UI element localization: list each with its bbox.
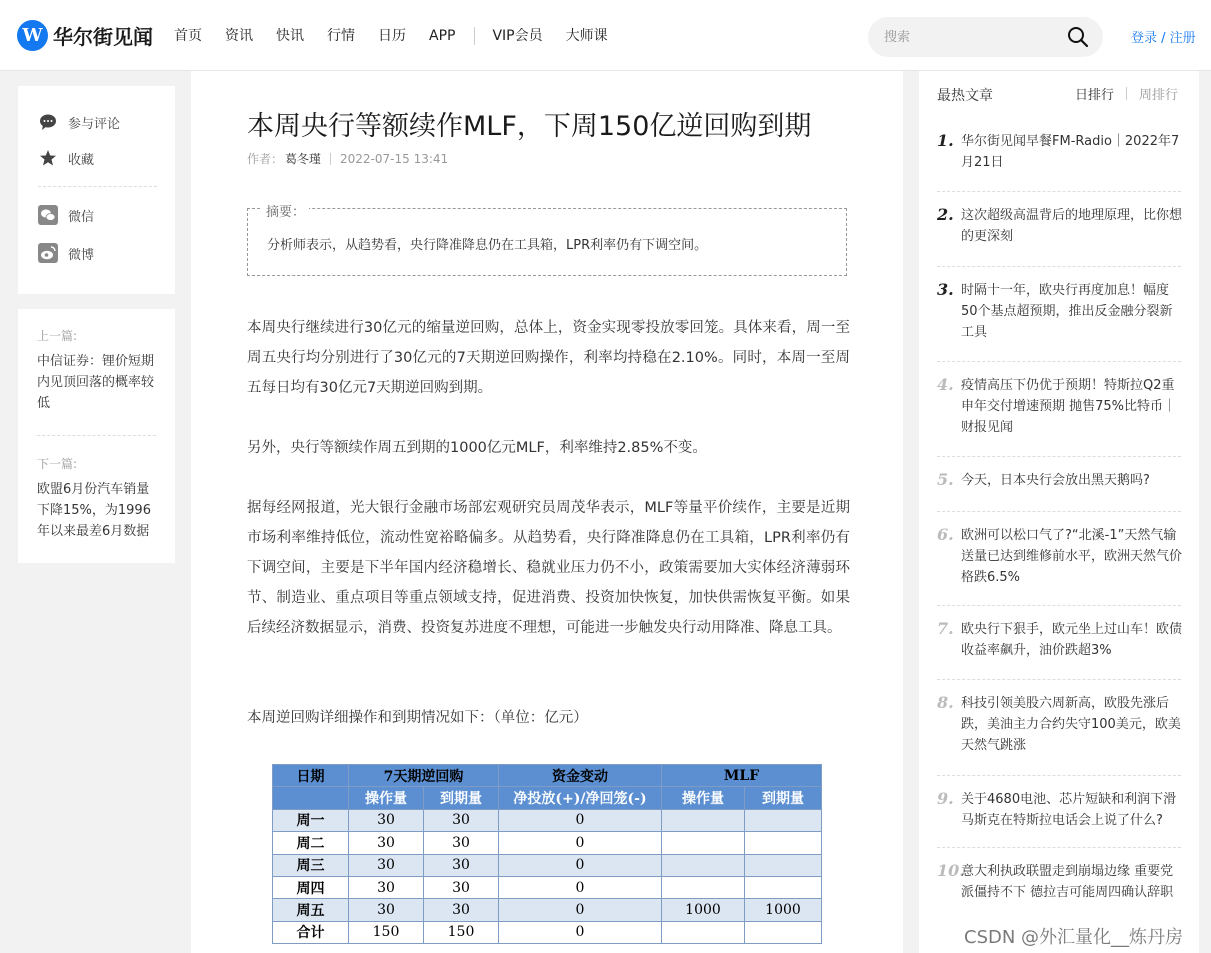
table-cell: 0 (499, 832, 662, 854)
table-header-cell: 7天期逆回购 (349, 765, 499, 787)
nav-masterclass[interactable]: 大师课 (565, 28, 608, 44)
table-cell: 150 (424, 921, 499, 943)
table-cell: 周四 (273, 876, 349, 898)
table-row (273, 809, 822, 831)
table-cell (745, 832, 822, 854)
table-cell: 150 (349, 921, 424, 943)
favorite-button[interactable] (38, 148, 94, 168)
table-cell: 0 (499, 809, 662, 831)
logo-text: 华尔街见闻 (53, 25, 153, 49)
hot-list-divider (937, 361, 1181, 362)
logo-mark-icon: W (17, 20, 48, 51)
nav-markets[interactable]: 行情 (327, 28, 355, 44)
table-row (273, 899, 822, 921)
paragraph: 本周央行继续进行30亿元的缩量逆回购，总体上，资金实现零投放零回笼。具体来看，周一至周五央行均分别进行了30亿元的7天期逆回购操作，利率均持稳在2.10%。同时，本周一至周五每日均有30亿元7天期逆回购到期。 (247, 320, 850, 396)
hot-article-rank: 8. (937, 693, 954, 712)
search-icon[interactable] (1067, 26, 1089, 48)
table-cell: 1000 (662, 899, 745, 921)
summary-box (247, 205, 847, 276)
table-header-cell: 到期量 (424, 787, 499, 809)
hot-article-link[interactable]: 华尔街见闻早餐FM-Radio｜2022年7月21日 (961, 134, 1180, 170)
share-divider (38, 186, 157, 187)
table-header-cell: 到期量 (745, 787, 822, 809)
table-cell (662, 876, 745, 898)
table-cell: 0 (499, 876, 662, 898)
table-cell (662, 854, 745, 876)
nav-news[interactable]: 资讯 (225, 28, 253, 44)
nav-calendar[interactable]: 日历 (378, 28, 406, 44)
article-body (191, 71, 903, 953)
article-nav-panel (18, 309, 175, 563)
weibo-label: 微博 (68, 247, 95, 263)
hot-article-link[interactable]: 欧洲可以松口气了?“北溪-1”天然气输送量已达到维修前水平，欧洲天然气价格跌6.5% (961, 528, 1183, 585)
article-meta (247, 150, 448, 167)
table-row (273, 921, 822, 943)
hot-list-divider (937, 456, 1181, 457)
tab-weekly[interactable]: 周排行 (1139, 88, 1179, 103)
search-input[interactable] (884, 17, 1054, 57)
table-cell: 30 (349, 832, 424, 854)
next-label: 下一篇: (37, 457, 78, 471)
hot-list-divider (937, 775, 1181, 776)
table-row (273, 854, 822, 876)
hot-list-divider (937, 605, 1181, 606)
hot-article-rank: 4. (937, 375, 954, 394)
table-cell: 0 (499, 921, 662, 943)
hot-article-link[interactable]: 欧央行下狠手，欧元坐上过山车！欧债收益率飙升，油价跌超3% (961, 622, 1183, 658)
comment-button[interactable] (38, 112, 120, 132)
table-subheader-row (273, 787, 822, 809)
hot-list-divider (937, 266, 1181, 267)
table-cell (662, 809, 745, 831)
comment-icon (38, 112, 58, 132)
main-nav (174, 26, 631, 46)
table-header-cell: MLF (662, 765, 822, 787)
tab-divider (1126, 87, 1127, 100)
comment-label: 参与评论 (68, 116, 121, 132)
table-cell (745, 876, 822, 898)
publish-date: 2022-07-15 13:41 (340, 151, 449, 166)
table-header-cell: 操作量 (662, 787, 745, 809)
wechat-icon (38, 205, 58, 225)
hot-article-link[interactable]: 科技引领美股六周新高，欧股先涨后跌，美油主力合约失守100美元，欧美天然气跳涨 (961, 696, 1181, 753)
hot-article-rank: 1. (937, 131, 954, 150)
table-cell: 30 (424, 854, 499, 876)
table-cell: 30 (424, 832, 499, 854)
tab-daily[interactable]: 日排行 (1075, 88, 1115, 103)
summary-label: 摘要： (262, 201, 309, 220)
table-header-row (273, 765, 822, 787)
table-cell (745, 854, 822, 876)
summary-text: 分析师表示，从趋势看，央行降准降息仍在工具箱，LPR利率仍有下调空间。 (267, 238, 708, 253)
hot-article-rank: 5. (937, 470, 954, 489)
hot-list-divider (937, 847, 1181, 848)
prev-label: 上一篇: (37, 329, 78, 343)
hot-list-divider (937, 679, 1181, 680)
author-label: 作者： (247, 152, 284, 166)
hot-article-link[interactable]: 意大利执政联盟走到崩塌边缘 重要党派僵持不下 德拉吉可能周四确认辞职 (961, 864, 1174, 900)
hot-article-rank: 2. (937, 205, 954, 224)
hot-article-rank: 10. (937, 861, 965, 880)
nav-home[interactable]: 首页 (174, 28, 202, 44)
paragraph: 另外，央行等额续作周五到期的1000亿元MLF，利率维持2.85%不变。 (247, 440, 707, 456)
table-cell: 周五 (273, 899, 349, 921)
nav-vip[interactable]: VIP会员 (492, 28, 543, 44)
paragraph: 本周逆回购详细操作和到期情况如下：（单位：亿元） (247, 710, 588, 726)
table-cell: 30 (349, 899, 424, 921)
weibo-icon (38, 243, 58, 263)
paragraph: 据每经网报道，光大银行金融市场部宏观研究员周茂华表示，MLF等量平价续作，主要是近期市场利率维持低位，流动性宽裕略偏多。从趋势看，央行降准降息仍在工具箱，LPR利率仍有下调空间，主要是下半年国内经济稳增长、稳就业压力仍不小，政策需要加大实体经济薄弱环节、制造业、重点项目等重点领域支持，促进消费、投资加快恢复，加快供需恢复平衡。如果后续经济数据显示，消费、投资复苏进度不理想，可能进一步触发央行动用降准、降息工具。 (247, 500, 850, 636)
table-cell: 0 (499, 854, 662, 876)
share-panel (18, 86, 175, 294)
table-cell (662, 832, 745, 854)
table-cell: 0 (499, 899, 662, 921)
table-header-cell: 日期 (273, 765, 349, 787)
hot-article-link[interactable]: 关于4680电池、芯片短缺和利润下滑 马斯克在特斯拉电话会上说了什么? (961, 792, 1177, 828)
hot-article-rank: 7. (937, 619, 954, 638)
table-cell: 30 (424, 876, 499, 898)
hot-article-link[interactable]: 这次超级高温背后的地理原理，比你想的更深刻 (961, 208, 1183, 244)
hot-articles-title: 最热文章 (937, 88, 993, 104)
table-header-cell (273, 787, 349, 809)
top-header (0, 0, 1211, 71)
table-row (273, 832, 822, 854)
nav-divider (474, 27, 475, 45)
table-cell: 30 (349, 809, 424, 831)
hot-list-divider (937, 191, 1181, 192)
table-header-cell: 净投放(+)/净回笼(-) (499, 787, 662, 809)
hot-article-rank: 9. (937, 789, 954, 808)
table-cell: 合计 (273, 921, 349, 943)
table-row (273, 876, 822, 898)
search-box (868, 17, 1103, 57)
hot-article-link[interactable]: 时隔十一年，欧央行再度加息！幅度50个基点超预期，推出反金融分裂新工具 (961, 283, 1173, 340)
weibo-share-button[interactable] (38, 243, 94, 263)
table-cell (662, 921, 745, 943)
hot-articles-panel (919, 71, 1199, 953)
hot-list-divider (937, 511, 1181, 512)
reverse-repo-table (272, 764, 822, 944)
hot-tabs (1075, 84, 1178, 103)
table-cell (745, 809, 822, 831)
hot-article-link[interactable]: 今天，日本央行会放出黑天鹅吗? (961, 473, 1150, 488)
table-cell: 30 (424, 899, 499, 921)
login-register-link[interactable]: 登录 / 注册 (1131, 31, 1196, 46)
nav-divider-dashed (37, 435, 156, 436)
table-cell: 1000 (745, 899, 822, 921)
table-cell (745, 921, 822, 943)
table-cell: 周二 (273, 832, 349, 854)
wechat-label: 微信 (68, 209, 95, 225)
nav-flash[interactable]: 快讯 (276, 28, 304, 44)
table-cell: 30 (349, 876, 424, 898)
next-article-link[interactable]: 欧盟6月份汽车销量下降15%，为1996年以来最差6月数据 (37, 482, 151, 539)
prev-article-link[interactable]: 中信证券：锂价短期内见顶回落的概率较低 (37, 354, 155, 411)
hot-article-rank: 3. (937, 280, 954, 299)
site-logo[interactable] (17, 20, 153, 51)
table-cell: 周三 (273, 854, 349, 876)
meta-divider (330, 153, 331, 165)
watermark: CSDN @外汇量化__炼丹房 (964, 927, 1184, 948)
hot-article-link[interactable]: 疫情高压下仍优于预期！特斯拉Q2重申年交付增速预期 抛售75%比特币｜财报见闻 (961, 378, 1177, 435)
table-cell: 周一 (273, 809, 349, 831)
author-name[interactable]: 葛冬瑾 (285, 152, 322, 166)
hot-article-rank: 6. (937, 525, 954, 544)
nav-app[interactable]: APP (429, 28, 456, 44)
table-cell: 30 (349, 854, 424, 876)
favorite-label: 收藏 (68, 152, 95, 168)
table-cell: 30 (424, 809, 499, 831)
table-header-cell: 操作量 (349, 787, 424, 809)
article-title: 本周央行等额续作MLF，下周150亿逆回购到期 (247, 111, 812, 142)
star-icon (38, 148, 58, 168)
wechat-share-button[interactable] (38, 205, 94, 225)
table-header-cell: 资金变动 (499, 765, 662, 787)
